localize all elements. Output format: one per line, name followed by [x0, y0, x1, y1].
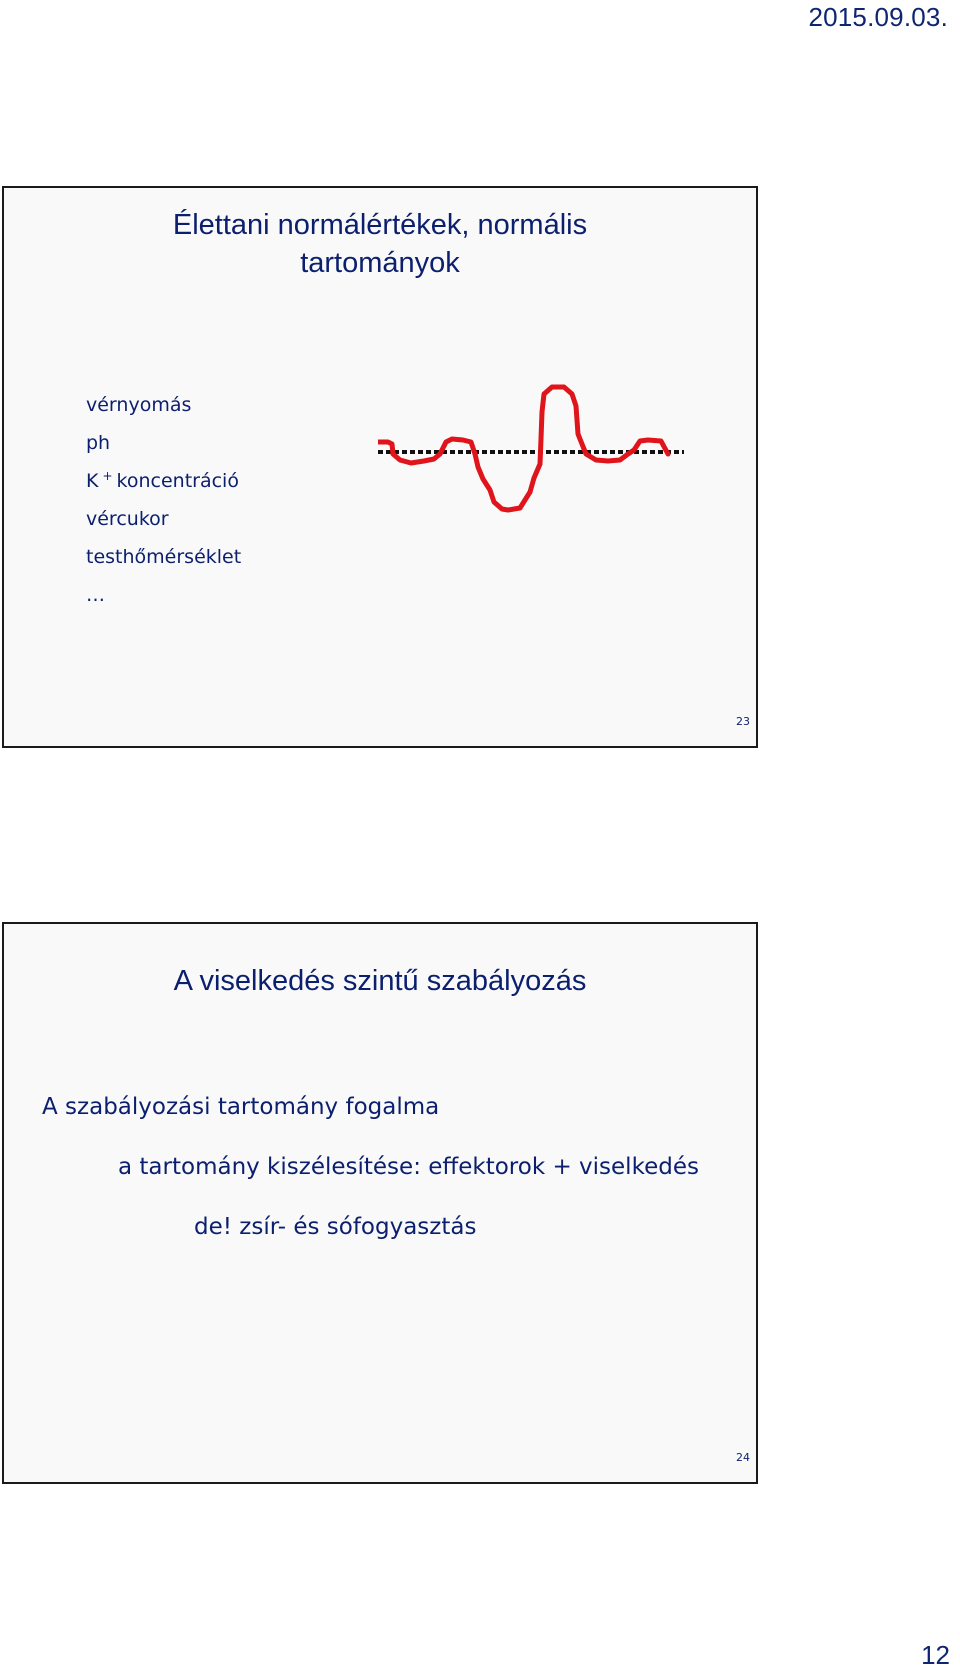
- slide-24: [2, 922, 758, 1484]
- potassium-label: koncentráció: [116, 470, 239, 492]
- slide-number: 23: [736, 715, 750, 728]
- fluctuation-curve-icon: [378, 384, 688, 532]
- slide-title-line-2: tartományok: [300, 247, 460, 279]
- slide-number: 24: [736, 1451, 750, 1464]
- parameter-list: [86, 386, 241, 614]
- potassium-superscript: +: [102, 469, 113, 483]
- list-item-ph: ph: [86, 432, 111, 454]
- page-number: 12: [921, 1640, 950, 1670]
- list-item-potassium: [86, 462, 241, 500]
- list-item-blood-sugar: vércukor: [86, 508, 169, 530]
- body-line-expansion: a tartomány kiszélesítése: effektorok + viselkedés: [118, 1154, 699, 1180]
- body-line-concept: A szabályozási tartomány fogalma: [42, 1094, 440, 1120]
- slide-title: [4, 206, 756, 282]
- slide-23: [2, 186, 758, 748]
- potassium-symbol: K: [86, 470, 99, 492]
- fluctuation-curve: [378, 387, 668, 510]
- slide-title: A viselkedés szintű szabályozás: [173, 965, 587, 997]
- page-date: 2015.09.03.: [808, 2, 948, 32]
- slide-title-line-1: Élettani normálértékek, normális: [172, 209, 588, 241]
- list-item-blood-pressure: vérnyomás: [86, 394, 192, 416]
- list-item-body-temperature: testhőmérséklet: [86, 546, 242, 568]
- body-line-consumption: de! zsír- és sófogyasztás: [194, 1214, 477, 1240]
- list-item-ellipsis: …: [86, 584, 105, 606]
